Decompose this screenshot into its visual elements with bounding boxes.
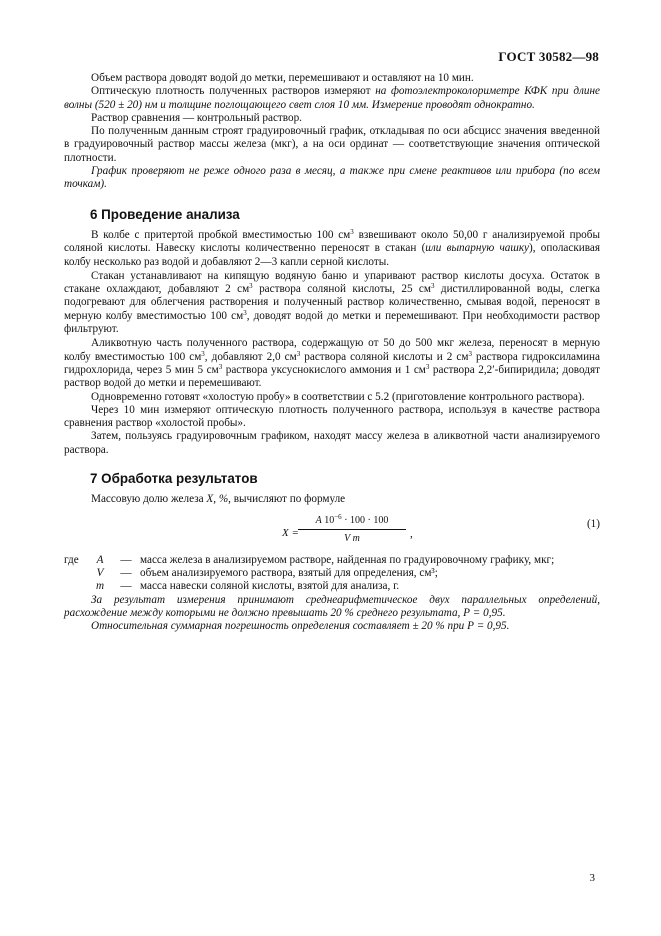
variable-row: V — объем анализируемого раствора, взятый для определения, см³; <box>96 566 438 579</box>
section-6-paragraph-4: Одновременно готовят «холостую пробу» в соответствии с 5.2 (приготовление контрольного раствора). <box>91 390 585 403</box>
calibration-paragraph-3: Раствор сравнения — контрольный раствор. <box>91 111 302 124</box>
formula-numerator: A $10^{-6} \cdot 100 \cdot 100$ <box>298 514 406 530</box>
section-6-paragraph-2: Стакан устанавливают на кипящую водяную баню и упаривают раствор кислоты досуха. Остаток в стакане охлаждают, добавляют 2 $см^3$ раствора соляной кислоты, 25 $см^3$ дистиллированной воды, слегка подогревают для облегчения растворения и полученный раствор количественно, смывая водой, переносят в мерную колбу вместимостью 100 $см^3$, доводят водой до метки и перемешивают. При необходимости раствор фильтруют. <box>64 269 600 336</box>
formula-1 <box>64 514 600 554</box>
variable-row: где A — масса железа в анализируемом растворе, найденная по градуировочному графику, мкг; <box>64 553 555 566</box>
section-6-paragraph-3: Аликвотную часть полученного раствора, содержащую от 50 до 500 мкг железа, переносят в мерную колбу вместимостью 100 $см^3$, добавляют 2,0 $см^3$ раствора соляной кислоты и 2 $см^3$ раствора гидроксиламина гидрохлорида, через 5 мин 5 $см^3$ раствора уксуснокислого аммония и 1 $см^3$ раствора 2,2′-бипиридила; доводят раствор водой до метки и перемешивают. <box>64 337 601 390</box>
calibration-paragraph-2: Оптическую плотность полученных растворов измеряют на фотоэлектроколориметре КФК при длине волны (520 ± 20) нм и толщине поглощающего свет слоя 10 мм. Измерение проводят однократно. <box>64 85 600 111</box>
formula-lhs: X = <box>282 526 299 539</box>
document-body <box>64 72 600 633</box>
formula-fraction <box>298 514 406 546</box>
calibration-paragraph-4: По полученным данным строят градуировочный график, откладывая по оси абсцисс значения введенной в градуировочный раствор массы железа (мкг), а на оси ординат — соответствующие значения оптической плотности. <box>64 125 600 164</box>
formula-denominator: V m <box>344 532 360 544</box>
variable-definitions <box>64 554 600 594</box>
section-6-paragraph-5: Через 10 мин измеряют оптическую плотность полученного раствора, используя в качестве раствора сравнения раствор «холостой пробы». <box>64 403 600 430</box>
calibration-paragraph-5: График проверяют не реже одного раза в месяц, а также при смене реактивов или прибора (по всем точкам). <box>64 165 600 191</box>
section-7-heading: 7 Обработка результатов <box>90 471 258 487</box>
page-number: 3 <box>589 872 595 884</box>
calibration-paragraph-1: Объем раствора доводят водой до метки, перемешивают и оставляют на 10 мин. <box>91 72 474 84</box>
section-6-paragraph-1: В колбе с притертой пробкой вместимостью 100 $см^3$ взвешивают около 50,00 г анализируемой пробы соляной кислоты. Навеску кислоты количественно переносят в стакан (или выпарную чашку), ополаскивая колбу несколько раз водой и добавляют 2—3 капли серной кислоты. <box>64 227 600 268</box>
section-7-intro: Массовую долю железа X, %, вычисляют по формуле <box>91 493 346 506</box>
error-paragraph: Относительная суммарная погрешность определения составляет ± 20 % при Р = 0,95. <box>91 620 510 633</box>
formula-comma: , <box>410 527 413 540</box>
section-6-heading: 6 Проведение анализа <box>90 206 240 222</box>
result-rule-paragraph: За результат измерения принимают среднеарифметическое двух параллельных определений, расхождение между которыми не должно превышать 20 % среднего результата, Р = 0,95. <box>64 593 600 619</box>
standard-header: ГОСТ 30582—98 <box>498 49 599 64</box>
equation-number: (1) <box>586 517 600 530</box>
section-6-paragraph-6: Затем, пользуясь градуировочным графиком, находят массу железа в аликвотной части анализируемого раствора. <box>64 430 600 456</box>
where-label: где <box>64 553 79 566</box>
variable-row: m — масса навески соляной кислоты, взятой для анализа, г. <box>95 580 400 593</box>
